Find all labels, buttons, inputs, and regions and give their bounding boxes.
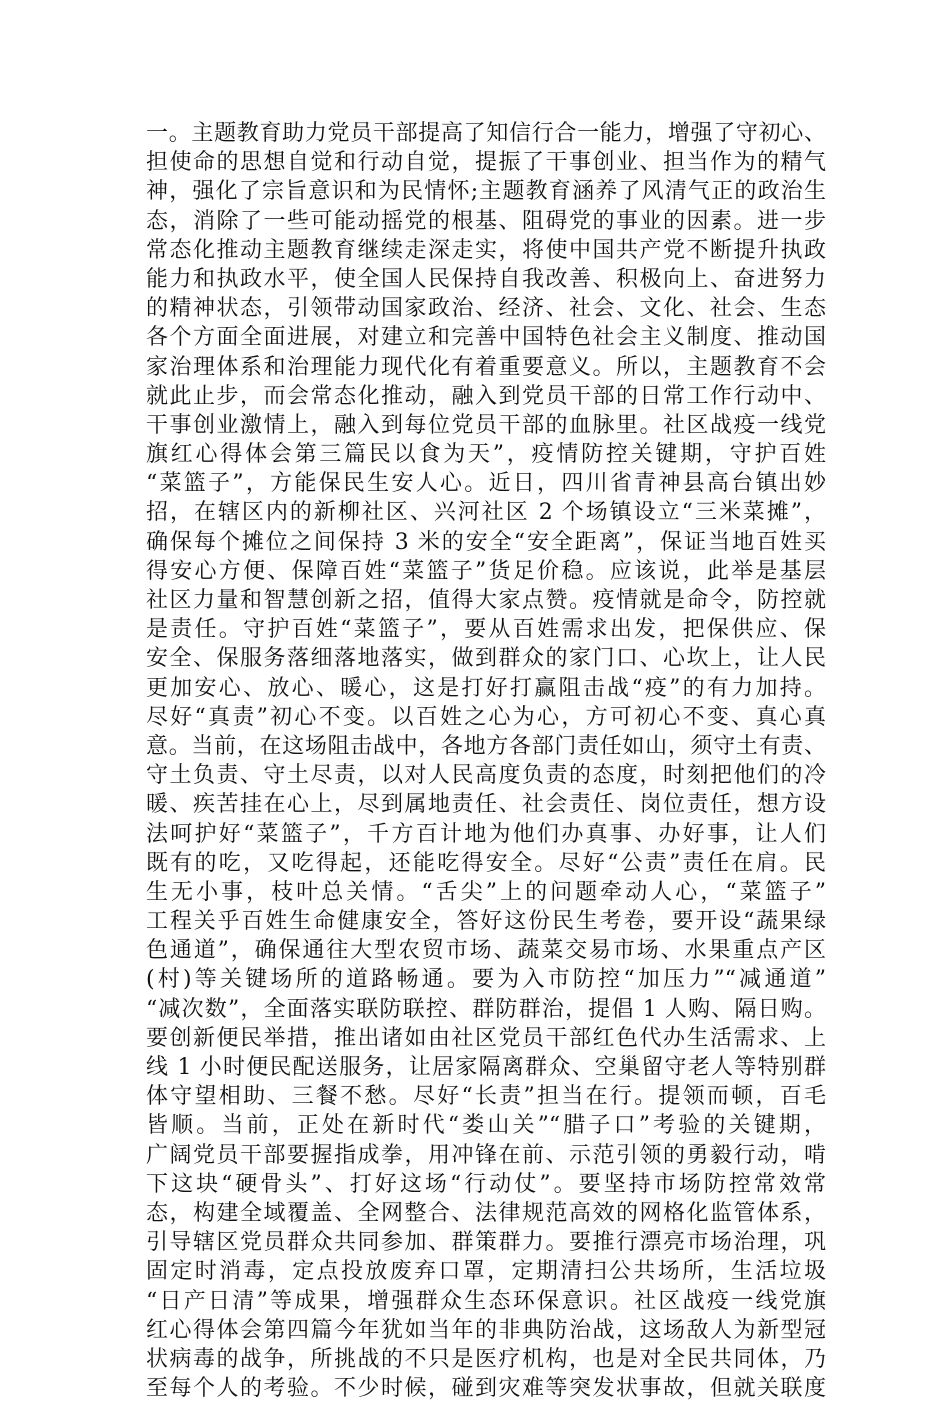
text-line: 广阔党员干部要握指成拳，用冲锋在前、示范引领的勇毅行动，啃 — [146, 1142, 826, 1168]
text-line: 旗红心得体会第三篇民以食为天”，疫情防控关键期，守护百姓 — [146, 442, 826, 468]
text-line: 法呵护好“菜篮子”，千方百计地为他们办真事、办好事，让人们 — [146, 821, 826, 847]
text-line: 工程关乎百姓生命健康安全，答好这份民生考卷，要开设“蔬果绿 — [146, 909, 826, 935]
text-line: 各个方面全面进展，对建立和完善中国特色社会主义制度、推动国 — [146, 325, 826, 351]
text-line: “日产日清”等成果，增强群众生态环保意识。社区战疫一线党旗 — [146, 1288, 826, 1314]
text-line: 守土负责、守土尽责，以对人民高度负责的态度，时刻把他们的冷 — [146, 763, 826, 789]
text-line: 态，构建全域覆盖、全网整合、法律规范高效的网格化监管体系， — [146, 1200, 826, 1226]
text-line: 引导辖区党员群众共同参加、群策群力。要推行漂亮市场治理，巩 — [146, 1230, 826, 1256]
text-line: “减次数”，全面落实联防联控、群防群治，提倡 1 人购、隔日购。 — [146, 996, 826, 1022]
text-line: (村)等关键场所的道路畅通。要为入市防控“加压力”“减通道” — [146, 967, 826, 993]
text-line: 能力和执政水平，使全国人民保持自我改善、积极向上、奋进努力 — [146, 266, 826, 292]
text-line: 态，消除了一些可能动摇党的根基、阻碍党的事业的因素。进一步 — [146, 208, 826, 234]
text-line: 得安心方便、保障百姓“菜篮子”货足价稳。应该说，此举是基层 — [146, 558, 826, 584]
text-line: 尽好“真责”初心不变。以百姓之心为心，方可初心不变、真心真 — [146, 704, 826, 730]
text-line: 的精神状态，引领带动国家政治、经济、社会、文化、社会、生态 — [146, 296, 826, 322]
text-line: 色通道”，确保通往大型农贸市场、蔬菜交易市场、水果重点产区 — [146, 938, 826, 964]
text-line: 社区力量和智慧创新之招，值得大家点赞。疫情就是命令，防控就 — [146, 588, 826, 613]
text-line: 更加安心、放心、暖心，这是打好打赢阻击战“疫”的有力加持。 — [146, 675, 826, 701]
text-line: 是责任。守护百姓“菜篮子”，要从百姓需求出发，把保供应、保 — [146, 617, 826, 643]
text-line: 家治理体系和治理能力现代化有着重要意义。所以，主题教育不会 — [146, 354, 826, 380]
text-line: “菜篮子”，方能保民生安人心。近日，四川省青神县高台镇出妙 — [146, 471, 826, 497]
text-line: 状病毒的战争，所挑战的不只是医疗机构，也是对全民共同体，乃 — [146, 1346, 826, 1372]
text-line: 固定时消毒，定点投放废弃口罩，定期清扫公共场所，生活垃圾 — [146, 1259, 826, 1285]
text-line: 神，强化了宗旨意识和为民情怀;主题教育涵养了风清气正的政治生 — [146, 179, 826, 205]
text-line: 皆顺。当前，正处在新时代“娄山关”“腊子口”考验的关键期， — [146, 1113, 826, 1139]
text-line: 暖、疾苦挂在心上，尽到属地责任、社会责任、岗位责任，想方设 — [146, 792, 826, 818]
body-text — [146, 119, 826, 1403]
text-line: 安全、保服务落细落地落实，做到群众的家门口、心坎上，让人民 — [146, 646, 826, 672]
text-line: 生无小事，枝叶总关情。“舌尖”上的问题牵动人心，“菜篮子” — [146, 879, 826, 905]
text-line: 一。主题教育助力党员干部提高了知信行合一能力，增强了守初心、 — [146, 121, 826, 146]
text-line: 意。当前，在这场阻击战中，各地方各部门责任如山，须守土有责、 — [146, 733, 826, 759]
text-line: 线 1 小时便民配送服务，让居家隔离群众、空巢留守老人等特别群 — [146, 1055, 826, 1080]
text-line: 下这块“硬骨头”、打好这场“行动仗”。要坚持市场防控常效常 — [146, 1171, 826, 1197]
text-line: 干事创业激情上，融入到每位党员干部的血脉里。社区战疫一线党 — [146, 412, 826, 438]
text-line: 要创新便民举措，推出诸如由社区党员干部红色代办生活需求、上 — [146, 1025, 826, 1051]
text-line: 担使命的思想自觉和行动自觉，提振了干事创业、担当作为的精气 — [146, 150, 826, 176]
text-line: 确保每个摊位之间保持 3 米的安全“安全距离”，保证当地百姓买 — [146, 529, 826, 555]
text-line: 既有的吃，又吃得起，还能吃得安全。尽好“公责”责任在肩。民 — [146, 850, 826, 876]
text-line: 红心得体会第四篇今年犹如当年的非典防治战，这场敌人为新型冠 — [146, 1317, 826, 1343]
text-line: 就此止步，而会常态化推动，融入到党员干部的日常工作行动中、 — [146, 383, 826, 409]
text-line: 常态化推动主题教育继续走深走实，将使中国共产党不断提升执政 — [146, 237, 826, 263]
text-line: 体守望相助、三餐不愁。尽好“长责”担当在行。提领而顿，百毛 — [146, 1084, 826, 1110]
text-line: 招，在辖区内的新柳社区、兴河社区 2 个场镇设立“三米菜摊”， — [146, 500, 826, 526]
text-line: 至每个人的考验。不少时候，碰到灾难等突发状事故，但就关联度 — [146, 1376, 826, 1402]
